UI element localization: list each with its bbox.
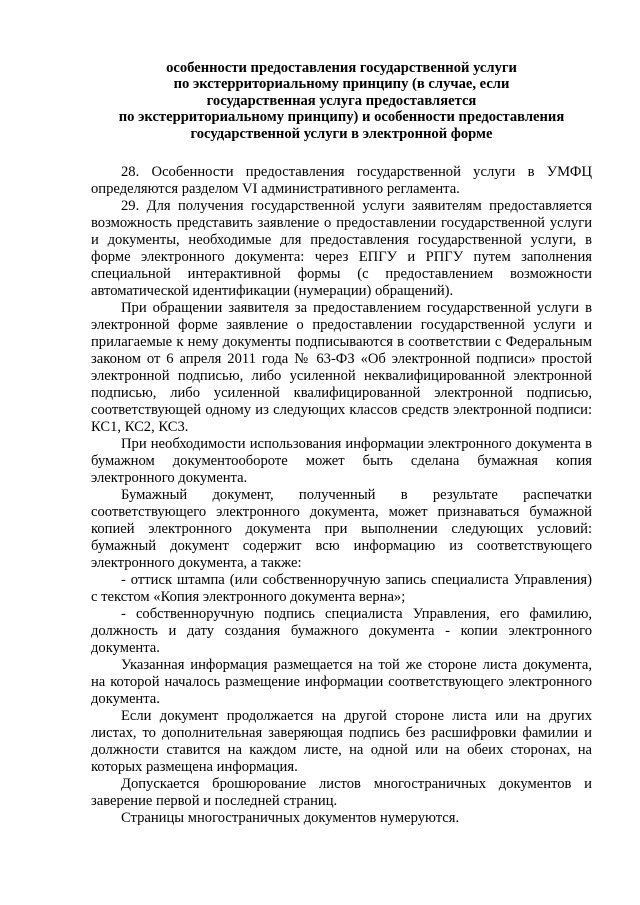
heading-line: по экстерриториальному принципу) и особенности предоставления bbox=[118, 109, 565, 126]
heading-line: государственной услуги в электронной форме bbox=[190, 125, 493, 142]
paragraph-multi-sheet-signature: Если документ продолжается на другой стороне листа или на других листах, то дополнительная заверяющая подпись без расшифровки фамилии и должности ставится на каждом листе, на одной или на обеих сторонах, на которых размещена информация. bbox=[91, 708, 592, 776]
paragraph-paper-copy: При необходимости использования информации электронного документа в бумажном документообороте может быть сделана бумажная копия электронного документа. bbox=[91, 436, 592, 487]
paragraph-stamp-item: - оттиск штампа (или собственноручную запись специалиста Управления) с текстом «Копия электронного документа верна»; bbox=[91, 572, 592, 606]
paragraph-29: 29. Для получения государственной услуги заявителям предоставляется возможность представить заявление о предоставлении государственной услуги и документы, необходимые для предоставления государственной услуги, в форме электронного документа: через ЕПГУ и РПГУ путем заполнения специальной интерактивной формы (с предоставлением возможности автоматической идентификации (нумерации) обращений). bbox=[91, 198, 592, 300]
paragraph-info-placement: Указанная информация размещается на той же стороне листа документа, на которой началось размещение информации соответствующего электронного документа. bbox=[91, 657, 592, 708]
document-body bbox=[91, 164, 592, 827]
heading-line: особенности предоставления государственной услуги bbox=[166, 60, 517, 76]
paragraph-28: 28. Особенности предоставления государственной услуги в УМФЦ определяются разделом VI административного регламента. bbox=[91, 164, 592, 198]
paragraph-signature-item: - собственноручную подпись специалиста Управления, его фамилию, должность и дату создания бумажного документа - копии электронного документа. bbox=[91, 606, 592, 657]
heading-line: государственная услуга предоставляется bbox=[206, 92, 477, 109]
paragraph-binding: Допускается брошюрование листов многостраничных документов и заверение первой и последней страниц. bbox=[91, 776, 592, 810]
paragraph-electronic-signature: При обращении заявителя за предоставлением государственной услуги в электронной форме заявление о предоставлении государственной услуги и прилагаемые к нему документы подписываются в соответствии с Федеральным законом от 6 апреля 2011 года № 63-ФЗ «Об электронной подписи» простой электронной подписью, либо усиленной неквалифицированной электронной подписью, либо усиленной квалифицированной электронной подписью, соответствующей одному из следующих классов средств электронной подписи: КС1, КС2, КС3. bbox=[91, 300, 592, 436]
section-heading bbox=[91, 60, 592, 142]
paragraph-page-numbering: Страницы многостраничных документов нумеруются. bbox=[121, 810, 460, 827]
paragraph-paper-document-conditions: Бумажный документ, полученный в результате распечатки соответствующего электронного документа, может признаваться бумажной копией электронного документа при выполнении следующих условий: бумажный документ содержит всю информацию из соответствующего электронного документа, а также: bbox=[91, 487, 592, 572]
heading-line: по экстерриториальному принципу (в случае, если bbox=[173, 76, 510, 93]
